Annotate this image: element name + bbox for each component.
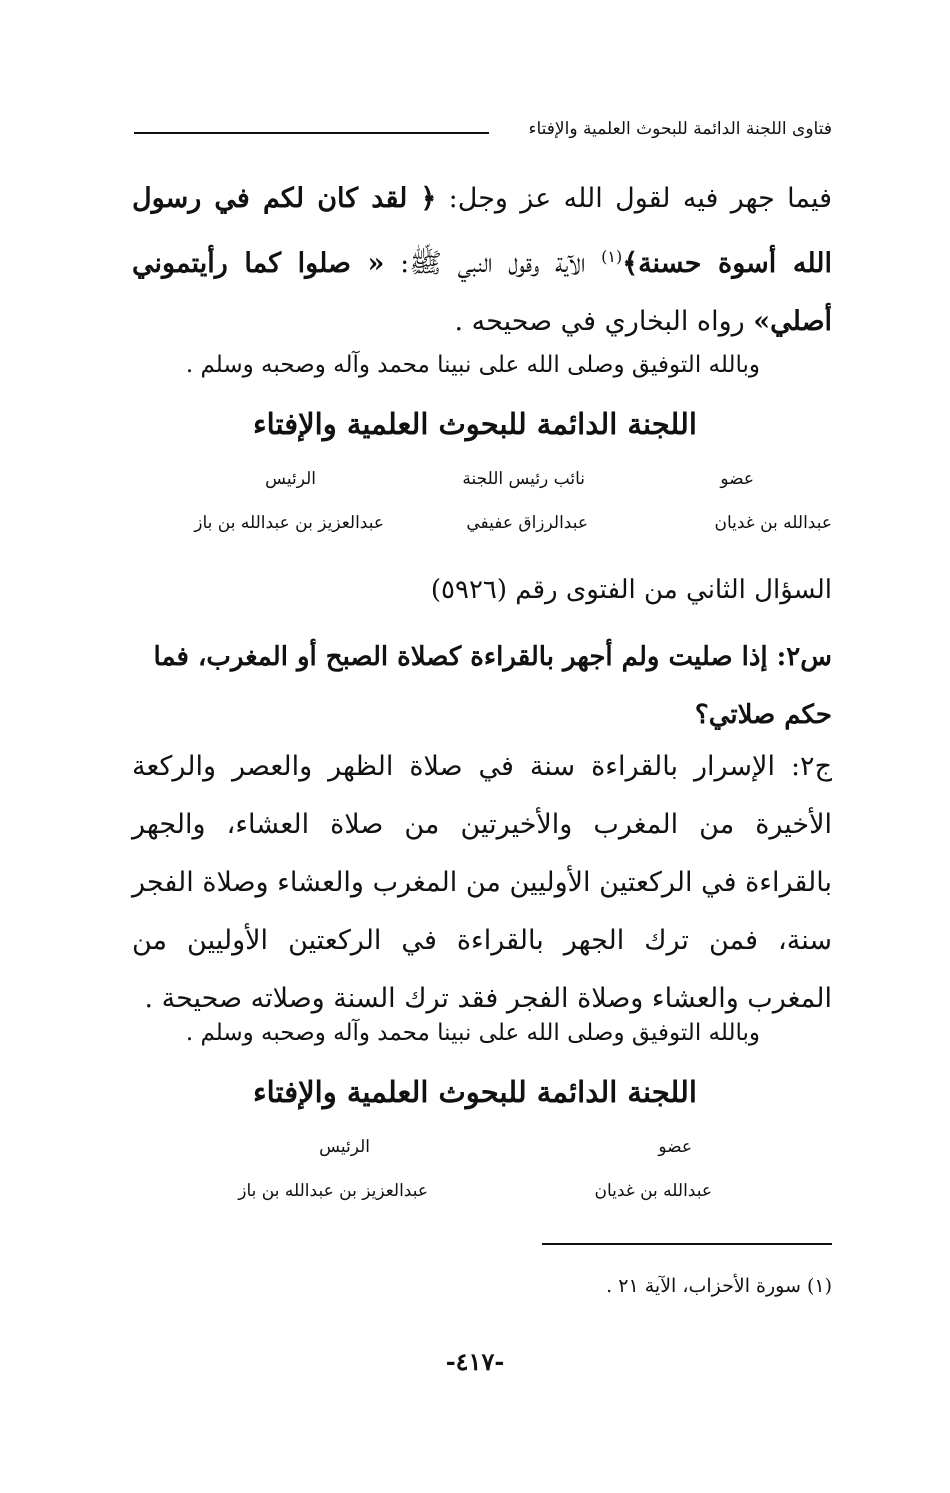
header-rule <box>134 132 489 134</box>
footnote-rule <box>542 1243 832 1245</box>
signature-name-member: عبدالله بن غديان <box>714 513 832 533</box>
signature-name-vice-chair: عبدالرزاق عفيفي <box>466 513 588 533</box>
question-text: س٢: إذا صليت ولم أجهر بالقراءة كصلاة الصبح أو المغرب، فما حكم صلاتي؟ <box>153 642 832 730</box>
hadith-quote: « صلوا كما رأيتموني أصلي» <box>132 248 832 337</box>
signature-name-chair: عبدالعزيز بن عبدالله بن باز <box>194 513 384 533</box>
answer-text: ج٢: الإسرار بالقراءة سنة في صلاة الظهر والعصر والركعة الأخيرة من المغرب والأخيرتين من صلاة العشاء، والجهر بالقراءة في الركعتين الأوليين من المغرب والعشاء وصلاة الفجر سنة، فمن ترك الجهر بالقراءة في الركعتين الأوليين من المغرب والعشاء وصلاة الفجر فقد ترك السنة وصلاته صحيحة . <box>132 751 832 1014</box>
question-heading: السؤال الثاني من الفتوى رقم (٥٩٢٦) <box>430 575 832 605</box>
signature-role-member: عضو <box>720 469 754 489</box>
paragraph-verse <box>132 170 832 351</box>
quran-verse: ﴿ لقد كان لكم في رسول الله أسوة حسنة﴾ <box>132 183 832 279</box>
footnote: (١) سورة الأحزاب، الآية ٢١ . <box>606 1275 832 1297</box>
closing-formula-2: وبالله التوفيق وصلى الله على نبينا محمد وآله وصحبه وسلم . <box>185 1020 760 1046</box>
paragraph-tail: رواه البخاري في صحيحه . <box>454 306 754 337</box>
signature-name-member-2: عبدالله بن غديان <box>594 1181 712 1201</box>
footnote-marker: (١) <box>601 247 623 266</box>
signature-role-chair: الرئيس <box>265 469 316 489</box>
signature-role-vice-chair: نائب رئيس اللجنة <box>462 469 585 489</box>
closing-formula: وبالله التوفيق وصلى الله على نبينا محمد وآله وصحبه وسلم . <box>185 352 760 378</box>
page-number: -٤١٧- <box>445 1347 505 1376</box>
paragraph-intro: فيما جهر فيه لقول الله عز وجل: <box>436 183 833 214</box>
running-header: فتاوى اللجنة الدائمة للبحوث العلمية والإفتاء <box>528 119 832 139</box>
signature-role-chair-2: الرئيس <box>319 1137 370 1157</box>
signature-name-chair-2: عبدالعزيز بن عبدالله بن باز <box>238 1181 428 1201</box>
paragraph-mid: الآية وقول النبي ﷺ: <box>384 248 602 279</box>
signature-role-member-2: عضو <box>658 1137 692 1157</box>
committee-title-2: اللجنة الدائمة للبحوث العلمية والإفتاء <box>253 1075 697 1109</box>
committee-title: اللجنة الدائمة للبحوث العلمية والإفتاء <box>253 407 697 441</box>
